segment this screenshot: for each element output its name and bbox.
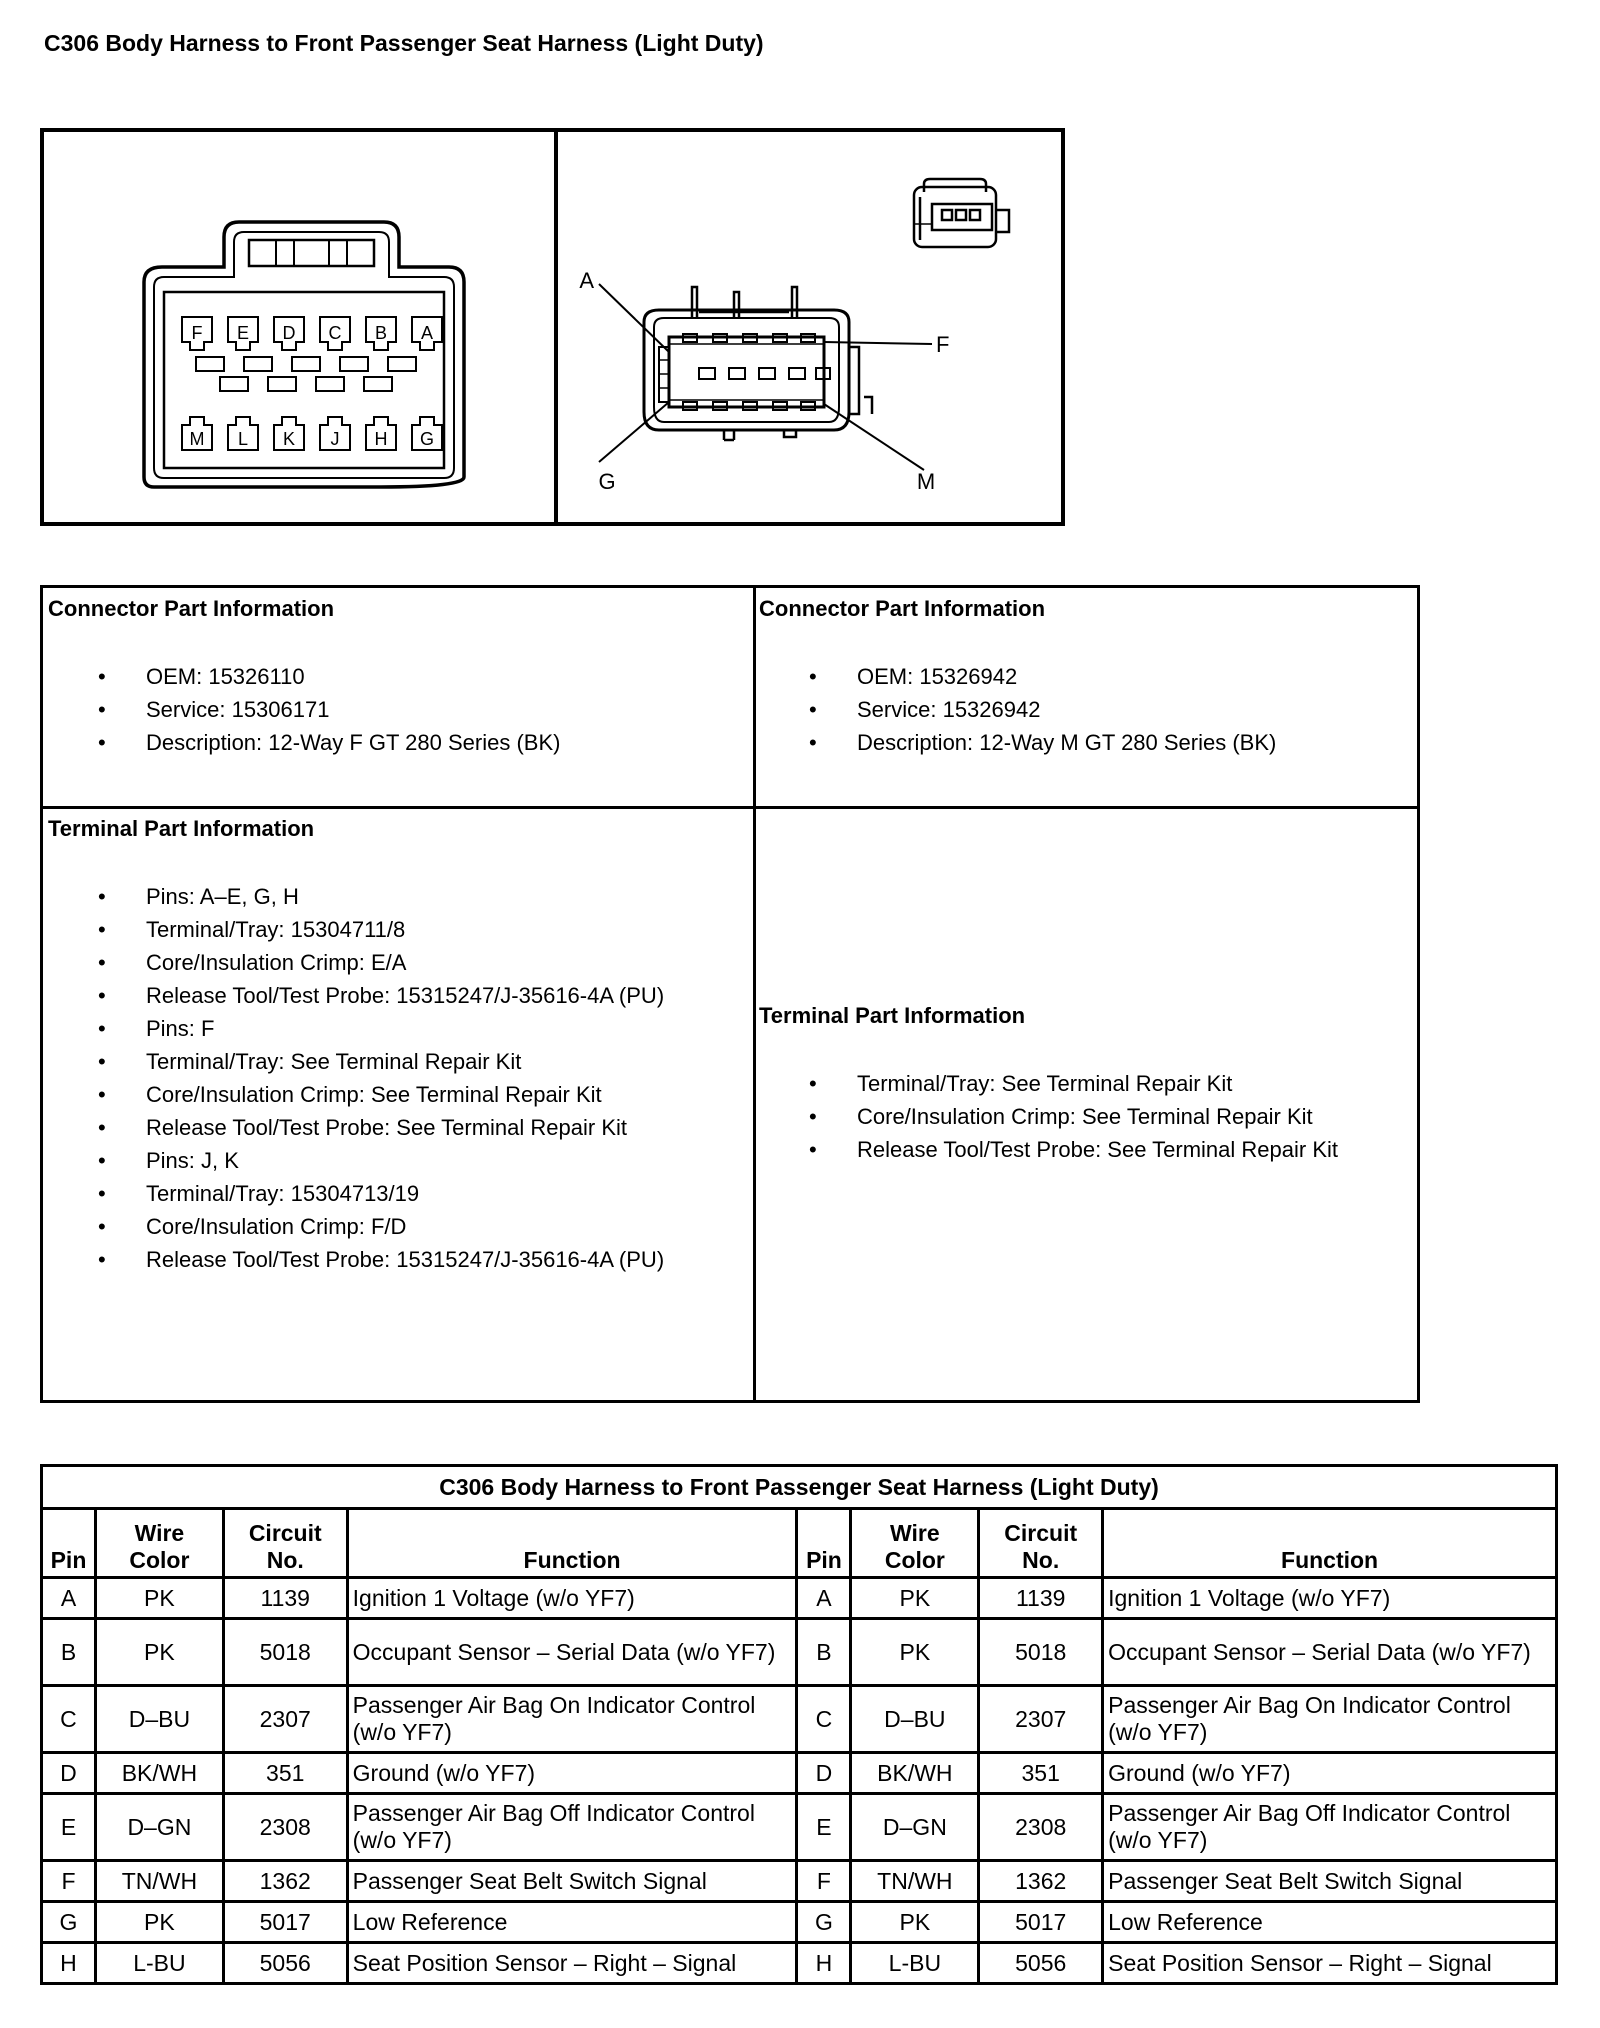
wire-color-cell: PK (851, 1902, 979, 1943)
list-item: • Description: 12-Way M GT 280 Series (BK) (759, 726, 1276, 759)
header-wire-line2: Color (129, 1547, 190, 1573)
table-row (42, 1578, 1557, 1619)
right-terminal-info (759, 1003, 1338, 1166)
wire-color-cell: L-BU (95, 1943, 223, 1984)
connector-diagram (40, 128, 1065, 526)
function-cell: Seat Position Sensor – Right – Signal (1103, 1943, 1557, 1984)
circuit-table (40, 1464, 1558, 1985)
function-cell: Occupant Sensor – Serial Data (w/o YF7) (347, 1619, 797, 1686)
list-item: • Release Tool/Test Probe: See Terminal Repair Kit (48, 1111, 664, 1144)
wire-color-cell: PK (95, 1902, 223, 1943)
leader-label-M: M (916, 469, 936, 494)
circuit-no-cell: 2307 (223, 1686, 347, 1753)
pin-label-D: D (282, 323, 296, 343)
circuit-no-cell: 1139 (979, 1578, 1103, 1619)
function-cell: Ignition 1 Voltage (w/o YF7) (347, 1578, 797, 1619)
wire-color-cell: TN/WH (95, 1861, 223, 1902)
pin-cell: D (42, 1753, 96, 1794)
function-cell: Passenger Air Bag Off Indicator Control (w/o YF7) (347, 1794, 797, 1861)
pin-cell: A (797, 1578, 851, 1619)
list-item: • Terminal/Tray: 15304713/19 (48, 1177, 664, 1210)
function-cell: Low Reference (347, 1902, 797, 1943)
table-row (42, 1619, 1557, 1686)
page-title: C306 Body Harness to Front Passenger Seat Harness (Light Duty) (44, 30, 764, 56)
circuit-no-cell: 5018 (979, 1619, 1103, 1686)
pin-cell: H (42, 1943, 96, 1984)
pin-cell: A (42, 1578, 96, 1619)
grid-vertical-divider (753, 588, 756, 1400)
list-item: • Release Tool/Test Probe: See Terminal Repair Kit (759, 1133, 1338, 1166)
circuit-no-cell: 5056 (223, 1943, 347, 1984)
wire-color-cell: D–GN (95, 1794, 223, 1861)
pin-cell: E (42, 1794, 96, 1861)
function-cell: Passenger Seat Belt Switch Signal (1103, 1861, 1557, 1902)
left-connector-info (48, 596, 560, 759)
list-item: • Service: 15326942 (759, 693, 1276, 726)
pin-cell: B (42, 1619, 96, 1686)
wire-color-cell: L-BU (851, 1943, 979, 1984)
list-item: • Pins: J, K (48, 1144, 664, 1177)
wire-color-cell: BK/WH (851, 1753, 979, 1794)
pin-cell: H (797, 1943, 851, 1984)
pin-cell: C (797, 1686, 851, 1753)
pin-label-A: A (420, 323, 434, 343)
list-item: • Core/Insulation Crimp: E/A (48, 946, 664, 979)
table-row (42, 1902, 1557, 1943)
list-item: • Core/Insulation Crimp: See Terminal Repair Kit (759, 1100, 1338, 1133)
pin-cell: G (797, 1902, 851, 1943)
table-caption: C306 Body Harness to Front Passenger Seat Harness (Light Duty) (42, 1466, 1557, 1509)
pin-cell: G (42, 1902, 96, 1943)
part-information-grid (40, 585, 1420, 1403)
table-row (42, 1861, 1557, 1902)
right-terminal-heading: Terminal Part Information (759, 1003, 1026, 1028)
table-row (42, 1753, 1557, 1794)
circuit-no-cell: 5017 (979, 1902, 1103, 1943)
pin-label-H: H (374, 429, 388, 449)
list-item: • Release Tool/Test Probe: 15315247/J-35616-4A (PU) (48, 979, 664, 1012)
pin-cell: E (797, 1794, 851, 1861)
list-item: • Pins: F (48, 1012, 664, 1045)
function-cell: Low Reference (1103, 1902, 1557, 1943)
pin-label-E: E (236, 323, 250, 343)
function-cell: Ground (w/o YF7) (347, 1753, 797, 1794)
table-row (42, 1943, 1557, 1984)
list-item: • Release Tool/Test Probe: 15315247/J-35616-4A (PU) (48, 1243, 664, 1276)
header-circuit-no (223, 1509, 347, 1578)
function-cell: Seat Position Sensor – Right – Signal (347, 1943, 797, 1984)
left-connector-heading: Connector Part Information (48, 596, 335, 621)
list-item: • Terminal/Tray: See Terminal Repair Kit (48, 1045, 664, 1078)
left-terminal-heading: Terminal Part Information (48, 816, 315, 841)
function-cell: Ground (w/o YF7) (1103, 1753, 1557, 1794)
circuit-no-cell: 5056 (979, 1943, 1103, 1984)
function-cell: Passenger Seat Belt Switch Signal (347, 1861, 797, 1902)
table-row (42, 1794, 1557, 1861)
pin-label-C: C (328, 323, 342, 343)
pin-label-L: L (237, 429, 249, 449)
pin-cell: C (42, 1686, 96, 1753)
wire-color-cell: PK (95, 1619, 223, 1686)
header-wire-color (95, 1509, 223, 1578)
function-cell: Occupant Sensor – Serial Data (w/o YF7) (1103, 1619, 1557, 1686)
pin-label-K: K (282, 429, 296, 449)
list-item: • Pins: A–E, G, H (48, 880, 664, 913)
pin-cell: D (797, 1753, 851, 1794)
header-pin: Pin (42, 1509, 96, 1578)
leader-label-F: F (936, 332, 950, 357)
circuit-no-cell: 1362 (223, 1861, 347, 1902)
header-circuit-line2: No. (266, 1547, 304, 1573)
list-item: • OEM: 15326110 (48, 660, 560, 693)
circuit-no-cell: 5017 (223, 1902, 347, 1943)
function-cell: Passenger Air Bag Off Indicator Control (w/o YF7) (1103, 1794, 1557, 1861)
list-item: • Service: 15306171 (48, 693, 560, 726)
header-wire-line1: Wire (890, 1520, 940, 1546)
face-bottom-pins (182, 417, 442, 450)
header-function: Function (347, 1509, 797, 1578)
circuit-no-cell: 351 (223, 1753, 347, 1794)
connector-drawings (44, 132, 1061, 522)
header-circuit-no (979, 1509, 1103, 1578)
wire-color-cell: PK (851, 1619, 979, 1686)
wire-color-cell: D–BU (95, 1686, 223, 1753)
pin-label-J: J (330, 429, 340, 449)
circuit-no-cell: 2308 (979, 1794, 1103, 1861)
wire-color-cell: PK (851, 1578, 979, 1619)
header-pin: Pin (797, 1509, 851, 1578)
circuit-no-cell: 2307 (979, 1686, 1103, 1753)
connector-thumbnail (914, 179, 1009, 247)
header-wire-line1: Wire (134, 1520, 185, 1546)
list-item: • Terminal/Tray: See Terminal Repair Kit (759, 1067, 1338, 1100)
wire-color-cell: D–BU (851, 1686, 979, 1753)
circuit-no-cell: 2308 (223, 1794, 347, 1861)
pin-label-F: F (191, 323, 203, 343)
wire-color-cell: TN/WH (851, 1861, 979, 1902)
connector-side-view (644, 287, 872, 440)
list-item: • Core/Insulation Crimp: See Terminal Repair Kit (48, 1078, 664, 1111)
circuit-no-cell: 1362 (979, 1861, 1103, 1902)
header-circuit-line1: Circuit (1004, 1520, 1078, 1546)
leader-label-A: A (579, 268, 594, 293)
right-connector-heading: Connector Part Information (759, 596, 1046, 621)
left-terminal-info (48, 816, 664, 1276)
right-connector-info (759, 596, 1276, 759)
pin-label-M: M (189, 429, 205, 449)
grid-horizontal-divider (43, 806, 1417, 809)
list-item: • OEM: 15326942 (759, 660, 1276, 693)
wire-color-cell: BK/WH (95, 1753, 223, 1794)
pin-label-B: B (374, 323, 388, 343)
header-wire-line2: Color (884, 1547, 945, 1573)
leader-label-G: G (598, 469, 616, 494)
pin-cell: B (797, 1619, 851, 1686)
table-row (42, 1686, 1557, 1753)
function-cell: Ignition 1 Voltage (w/o YF7) (1103, 1578, 1557, 1619)
function-cell: Passenger Air Bag On Indicator Control (w/o YF7) (347, 1686, 797, 1753)
header-circuit-line2: No. (1022, 1547, 1060, 1573)
pin-label-G: G (419, 429, 435, 449)
list-item: • Core/Insulation Crimp: F/D (48, 1210, 664, 1243)
pin-cell: F (42, 1861, 96, 1902)
list-item: • Terminal/Tray: 15304711/8 (48, 913, 664, 946)
header-wire-color (851, 1509, 979, 1578)
circuit-no-cell: 5018 (223, 1619, 347, 1686)
pin-cell: F (797, 1861, 851, 1902)
wire-color-cell: D–GN (851, 1794, 979, 1861)
header-function: Function (1103, 1509, 1557, 1578)
wire-color-cell: PK (95, 1578, 223, 1619)
circuit-no-cell: 1139 (223, 1578, 347, 1619)
table-header-row (42, 1509, 1557, 1578)
header-circuit-line1: Circuit (248, 1520, 322, 1546)
face-top-pins (182, 317, 442, 350)
function-cell: Passenger Air Bag On Indicator Control (w/o YF7) (1103, 1686, 1557, 1753)
list-item: • Description: 12-Way F GT 280 Series (BK) (48, 726, 560, 759)
circuit-no-cell: 351 (979, 1753, 1103, 1794)
